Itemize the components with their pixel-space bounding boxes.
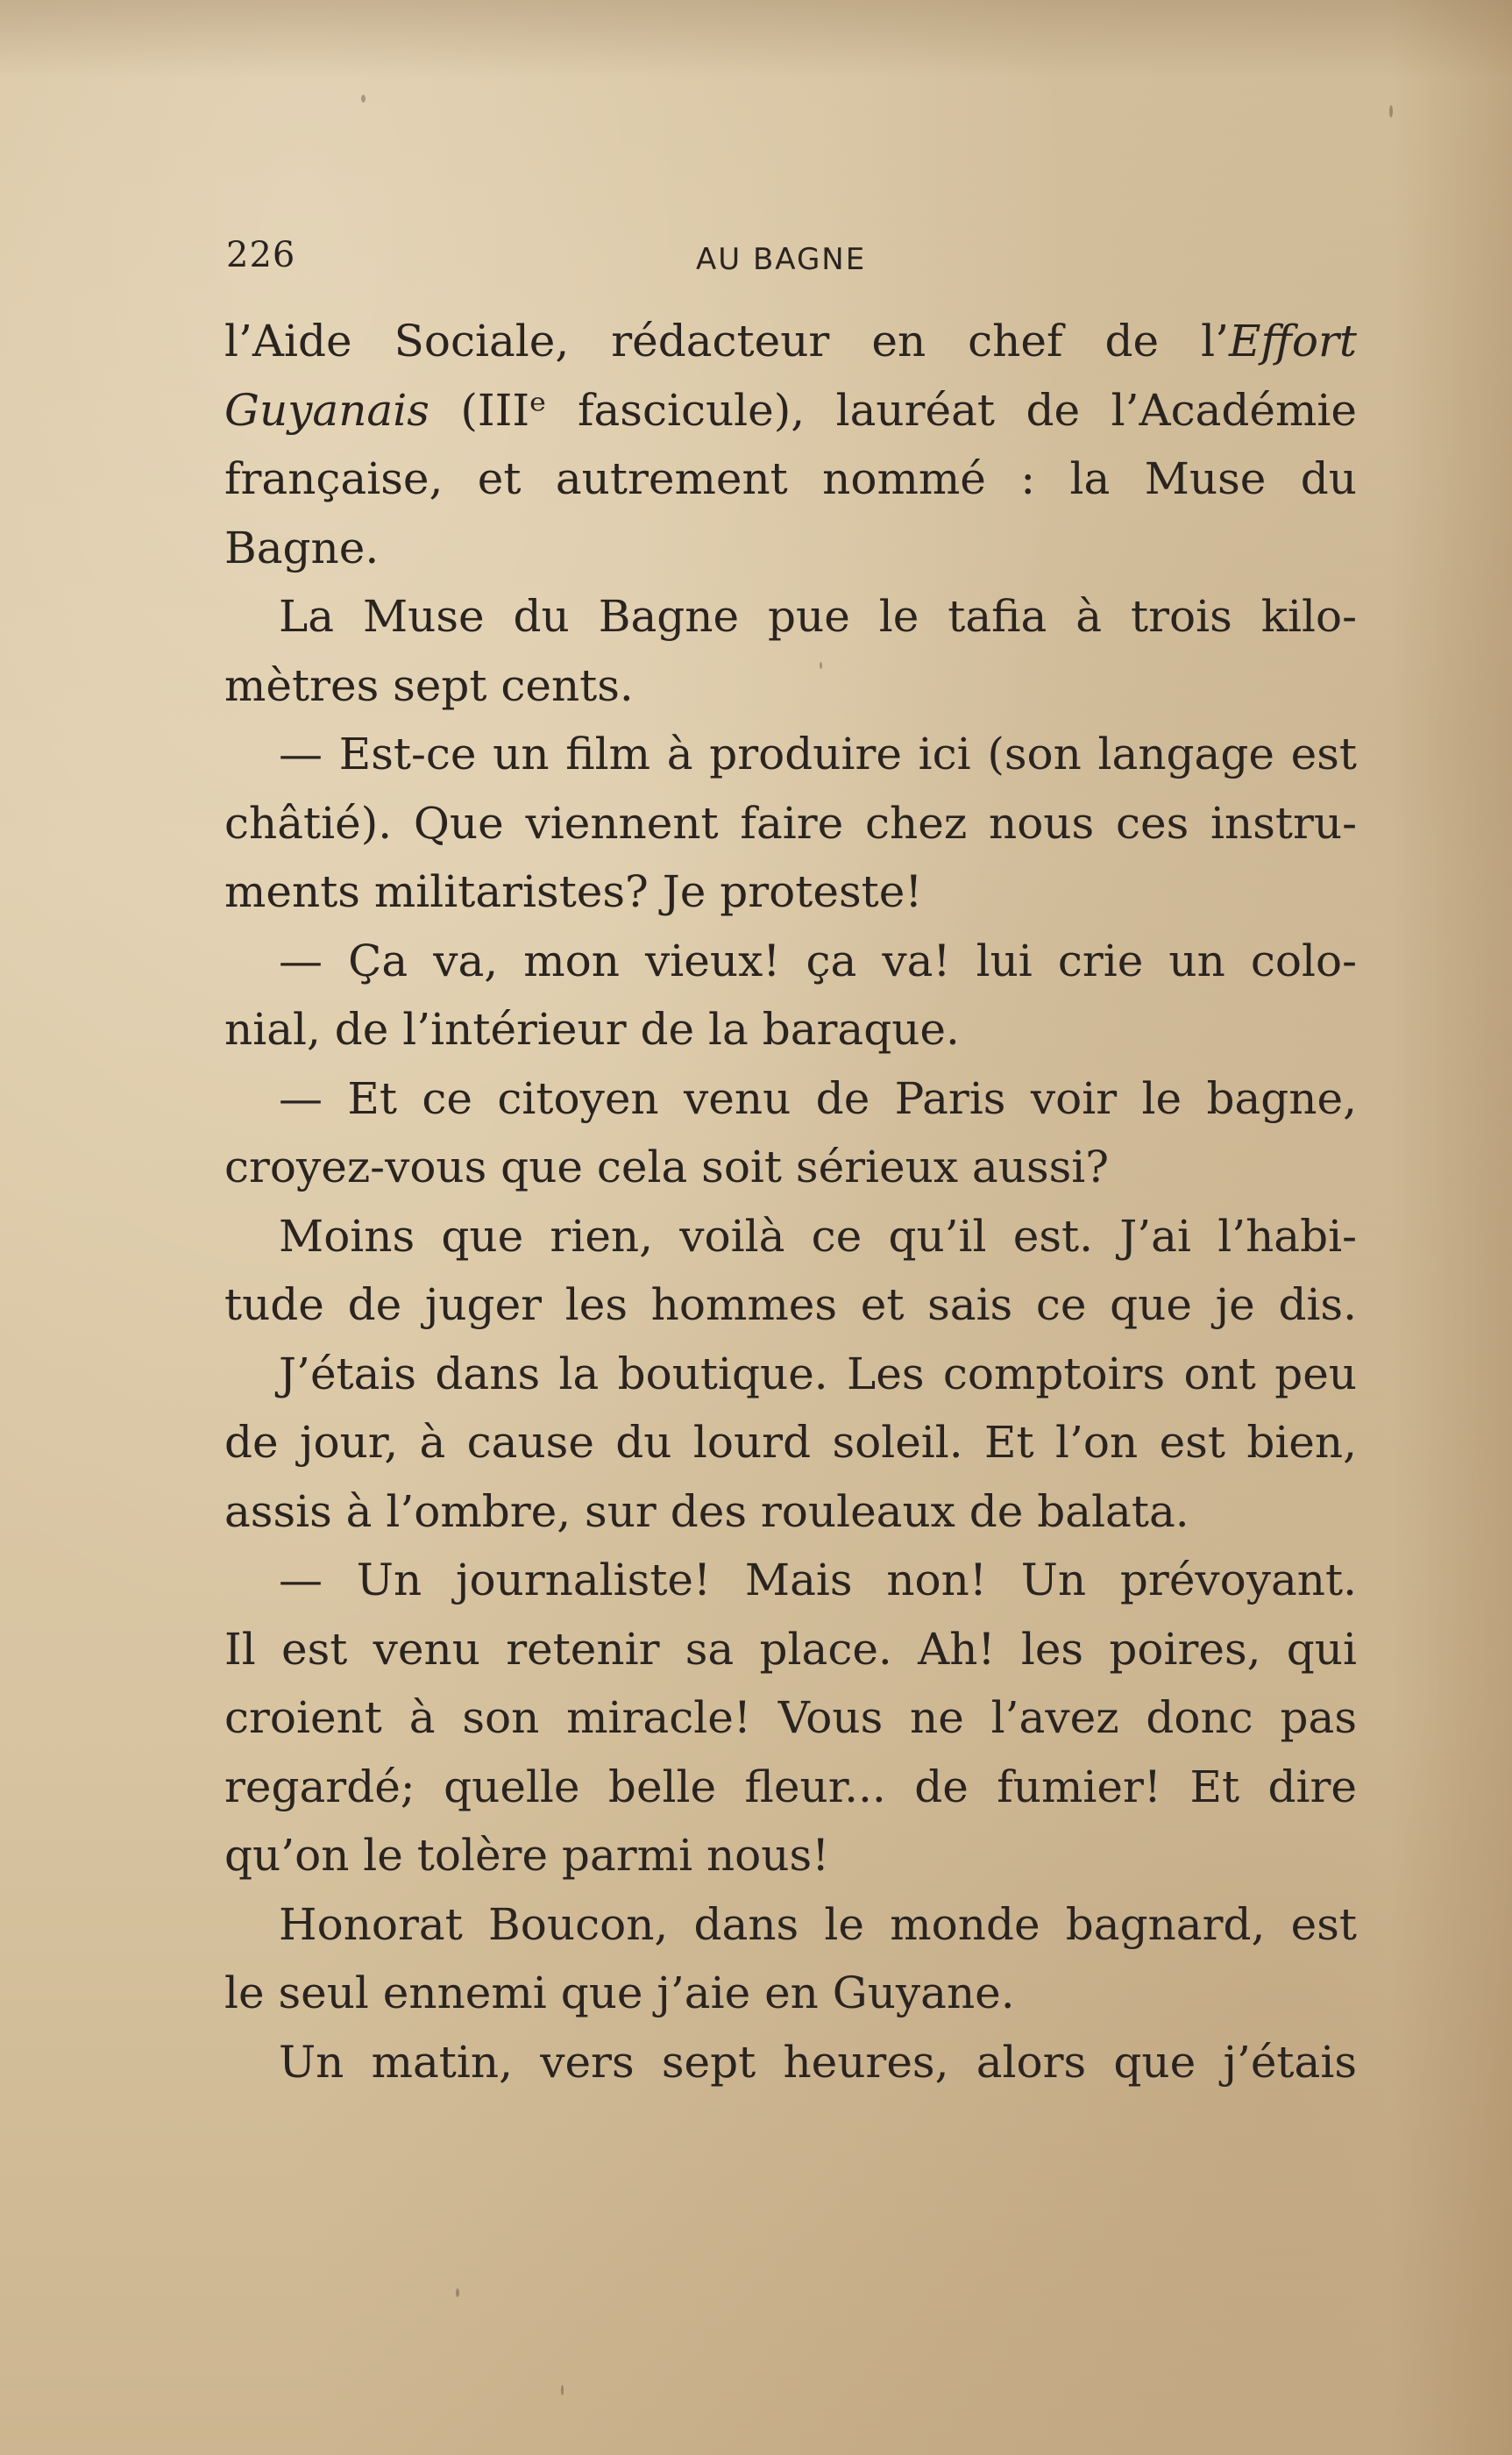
text-line bbox=[224, 1477, 1357, 1547]
text-span: — Ça va, mon vieux! ça va! lui crie un colo- bbox=[279, 935, 1357, 986]
text-line bbox=[224, 1064, 1357, 1134]
text-line bbox=[224, 514, 1357, 583]
text-span: croyez-vous que cela soit sérieux aussi? bbox=[224, 1142, 1110, 1192]
text-line bbox=[224, 1615, 1357, 1684]
page-number: 226 bbox=[226, 235, 296, 275]
text-span: mètres sept cents. bbox=[224, 659, 634, 711]
text-line bbox=[224, 720, 1357, 789]
text-span: (IIIᵉ fascicule), lauréat de l’Académie bbox=[429, 384, 1357, 436]
text-span: française, et autrement nommé : la Muse du bbox=[224, 453, 1357, 504]
text-line bbox=[224, 857, 1357, 927]
text-line bbox=[224, 1821, 1357, 1890]
text-line bbox=[224, 1270, 1357, 1340]
text-span: — Est-ce un film à produire ici (son langage est bbox=[279, 729, 1357, 779]
italic-text-span: Guyanais bbox=[224, 384, 429, 436]
text-span: ments militaristes? Je proteste! bbox=[224, 866, 923, 917]
paper-speck bbox=[561, 2385, 564, 2395]
text-line bbox=[224, 445, 1357, 514]
text-span: l’Aide Sociale, rédacteur en chef de l’ bbox=[224, 316, 1229, 366]
text-span: Bagne. bbox=[224, 522, 380, 573]
top-shadow bbox=[0, 0, 1512, 79]
text-line bbox=[224, 1890, 1357, 1960]
text-span: Honorat Boucon, dans le monde bagnard, est bbox=[279, 1898, 1357, 1950]
text-line bbox=[224, 2028, 1357, 2097]
text-span: de jour, à cause du lourd soleil. Et l’on est bien, bbox=[224, 1417, 1357, 1468]
text-line bbox=[224, 376, 1357, 445]
text-line bbox=[224, 1753, 1357, 1822]
text-span: Moins que rien, voilà ce qu’il est. J’ai l’habi- bbox=[279, 1210, 1357, 1262]
text-span: — Et ce citoyen venu de Paris voir le bagne, bbox=[279, 1072, 1357, 1124]
text-line bbox=[224, 927, 1357, 996]
text-line bbox=[224, 1133, 1357, 1202]
text-line bbox=[224, 1683, 1357, 1753]
text-span: Il est venu retenir sa place. Ah! les poires, qui bbox=[224, 1623, 1357, 1675]
text-span: le seul ennemi que j’aie en Guyane. bbox=[224, 1968, 1015, 2018]
running-head: AU BAGNE bbox=[696, 242, 867, 277]
page-header bbox=[226, 235, 1357, 288]
italic-text-span: Effort bbox=[1228, 316, 1357, 366]
paper-speck bbox=[1389, 105, 1393, 117]
paper-speck bbox=[456, 2288, 459, 2297]
text-line bbox=[224, 1202, 1357, 1271]
text-line bbox=[224, 307, 1357, 376]
text-span: tude de juger les hommes et sais ce que je dis. bbox=[224, 1279, 1357, 1330]
text-span: regardé; quelle belle fleur... de fumier! Et dire bbox=[224, 1761, 1357, 1812]
text-line bbox=[224, 789, 1357, 858]
text-span: châtié). Que viennent faire chez nous ces instru- bbox=[224, 797, 1357, 849]
text-line bbox=[224, 1340, 1357, 1409]
text-line bbox=[224, 995, 1357, 1064]
text-line bbox=[224, 582, 1357, 651]
text-line bbox=[224, 1546, 1357, 1615]
body-text bbox=[224, 307, 1357, 2096]
text-span: qu’on le tolère parmi nous! bbox=[224, 1830, 830, 1881]
text-line bbox=[224, 1408, 1357, 1477]
text-span: La Muse du Bagne pue le tafia à trois kilo- bbox=[279, 591, 1357, 642]
paper-speck bbox=[361, 95, 366, 103]
text-line bbox=[224, 651, 1357, 721]
text-span: croient à son miracle! Vous ne l’avez donc pas bbox=[224, 1692, 1357, 1743]
text-span: — Un journaliste! Mais non! Un prévoyant. bbox=[279, 1555, 1357, 1605]
text-span: Un matin, vers sept heures, alors que j’étais bbox=[279, 2036, 1357, 2088]
text-span: nial, de l’intérieur de la baraque. bbox=[224, 1004, 960, 1055]
text-line bbox=[224, 1959, 1357, 2028]
page-edge-shadow bbox=[1389, 0, 1512, 2455]
text-span: assis à l’ombre, sur des rouleaux de balata. bbox=[224, 1485, 1189, 1537]
text-span: J’étais dans la boutique. Les comptoirs ont peu bbox=[279, 1348, 1357, 1399]
